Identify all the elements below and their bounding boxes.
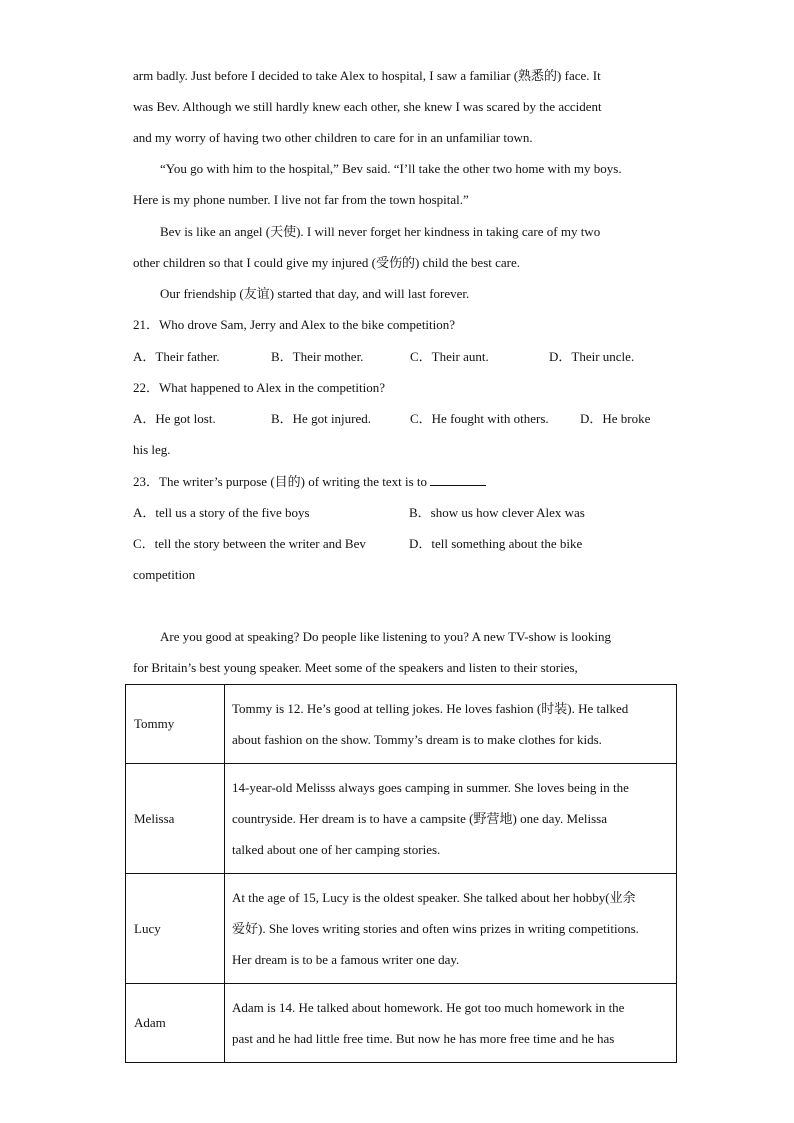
speaker-name: Tommy <box>126 685 225 764</box>
option-c: C．tell the story between the writer and Bev <box>133 536 366 551</box>
story-line: other children so that I could give my injured (受伤的) child the best care. <box>133 255 520 270</box>
option-b: B．Their mother. <box>271 349 364 364</box>
option-continuation: competition <box>133 567 196 582</box>
speaker-name: Melissa <box>126 764 225 874</box>
description-line: Adam is 14. He talked about homework. He got too much homework in the <box>232 1000 625 1015</box>
speaker-description <box>225 984 677 1063</box>
description-line: 爱好). She loves writing stories and often wins prizes in writing competitions. <box>232 921 639 936</box>
description-line: about fashion on the show. Tommy’s dream is to make clothes for kids. <box>232 732 602 747</box>
passage-intro: Are you good at speaking? Do people like listening to you? A new TV-show is looking <box>160 629 611 644</box>
description-line: Tommy is 12. He’s good at telling jokes. He loves fashion (时装). He talked <box>232 701 629 716</box>
story-line: “You go with him to the hospital,” Bev said. “I’ll take the other two home with my boys. <box>160 161 622 176</box>
question-stem: 22．What happened to Alex in the competition? <box>133 380 385 395</box>
speaker-description <box>225 764 677 874</box>
option-d: D．tell something about the bike <box>409 536 583 551</box>
table-row <box>126 874 677 984</box>
table-row <box>126 764 677 874</box>
option-d: D．Their uncle. <box>549 349 635 364</box>
table-row <box>126 984 677 1063</box>
option-b: B．He got injured. <box>271 411 372 426</box>
option-continuation: his leg. <box>133 442 171 457</box>
story-line: was Bev. Although we still hardly knew each other, she knew I was scared by the accident <box>133 99 602 114</box>
description-line: 14-year-old Melisss always goes camping in summer. She loves being in the <box>232 780 629 795</box>
question-stem-text: 23．The writer’s purpose (目的) of writing the text is to <box>133 474 428 489</box>
story-line: and my worry of having two other children to care for in an unfamiliar town. <box>133 130 533 145</box>
description-line: countryside. Her dream is to have a campsite (野营地) one day. Melissa <box>232 811 607 826</box>
option-b: B．show us how clever Alex was <box>409 505 585 520</box>
question-stem: 21．Who drove Sam, Jerry and Alex to the bike competition? <box>133 317 456 332</box>
option-a: A．tell us a story of the five boys <box>133 505 310 520</box>
speaker-name: Lucy <box>126 874 225 984</box>
option-d: D．He broke <box>580 411 651 426</box>
story-line: Here is my phone number. I live not far from the town hospital.” <box>133 192 469 207</box>
option-a: A．He got lost. <box>133 411 216 426</box>
option-a: A．Their father. <box>133 349 220 364</box>
option-c: C．Their aunt. <box>410 349 489 364</box>
speaker-name: Adam <box>126 984 225 1063</box>
speaker-description <box>225 874 677 984</box>
description-line: At the age of 15, Lucy is the oldest speaker. She talked about her hobby(业余 <box>232 890 636 905</box>
story-line: Bev is like an angel (天使). I will never forget her kindness in taking care of my two <box>160 224 601 239</box>
question-stem <box>133 473 486 490</box>
story-line: arm badly. Just before I decided to take Alex to hospital, I saw a familiar (熟悉的) face. It <box>133 68 601 83</box>
description-line: past and he had little free time. But now he has more free time and he has <box>232 1031 615 1046</box>
story-line: Our friendship (友谊) started that day, and will last forever. <box>160 286 470 301</box>
passage-intro: for Britain’s best young speaker. Meet some of the speakers and listen to their stories, <box>133 660 578 675</box>
description-line: Her dream is to be a famous writer one day. <box>232 952 460 967</box>
answer-blank <box>430 473 486 486</box>
description-line: talked about one of her camping stories. <box>232 842 441 857</box>
speakers-table <box>125 684 677 1063</box>
option-c: C．He fought with others. <box>410 411 549 426</box>
speaker-description <box>225 685 677 764</box>
table-row <box>126 685 677 764</box>
